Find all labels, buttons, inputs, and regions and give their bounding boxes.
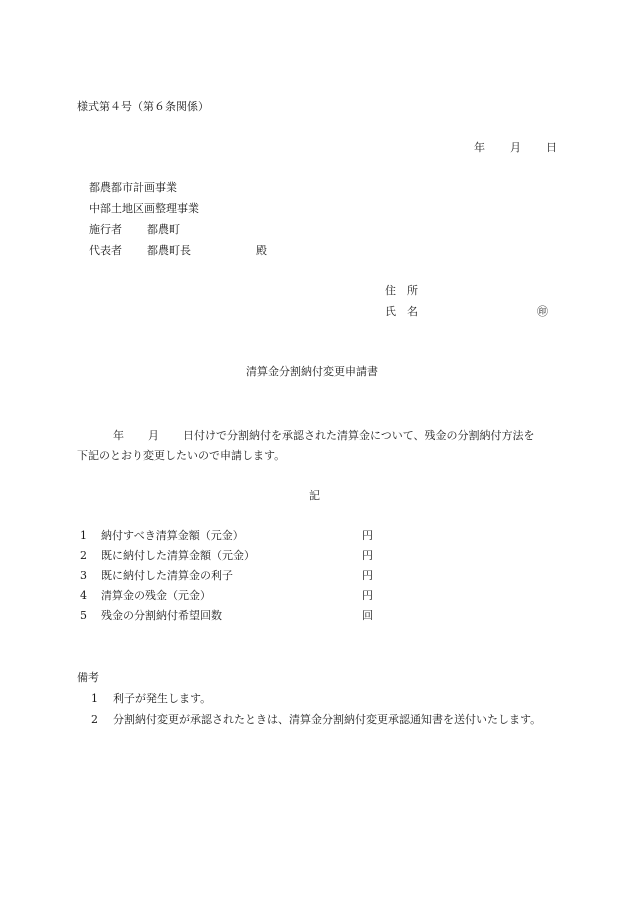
project-name-1: 都農都市計画事業 — [89, 181, 177, 194]
form-number: 様式第４号（第６条関係） — [77, 100, 209, 113]
remark-text: 利子が発生します。 — [113, 692, 212, 705]
document-title: 清算金分割納付変更申請書 — [246, 365, 378, 378]
item-label: 既に納付した清算金額（元金） — [101, 549, 255, 562]
remark-text: 分割納付変更が承認されたときは、清算金分割納付変更承認通知書を送付いたします。 — [113, 713, 542, 726]
body-line-1: 日付けで分割納付を承認された清算金について、残金の分割納付方法を — [183, 429, 535, 442]
representative-label: 代表者 — [89, 244, 122, 257]
executor-value: 都農町 — [147, 223, 180, 236]
body-line-2: 下記のとおり変更したいので申請します。 — [77, 449, 286, 462]
item-unit: 円 — [362, 589, 373, 602]
item-label: 納付すべき清算金額（元金） — [101, 529, 244, 542]
representative-value: 都農町長 — [147, 244, 191, 257]
item-label: 残金の分割納付希望回数 — [101, 609, 222, 622]
item-label: 既に納付した清算金の利子 — [101, 569, 233, 582]
remark-number: 2 — [91, 713, 98, 726]
date-month-label: 月 — [510, 141, 521, 154]
seal-mark: ㊞ — [537, 305, 548, 318]
item-unit: 回 — [362, 609, 373, 622]
item-number: 5 — [80, 609, 87, 622]
ki-heading: 記 — [309, 489, 320, 502]
executor-label: 施行者 — [89, 223, 122, 236]
item-unit: 円 — [362, 529, 373, 542]
remark-number: 1 — [91, 692, 98, 705]
item-number: 4 — [80, 589, 87, 602]
item-number: 1 — [80, 529, 87, 542]
item-unit: 円 — [362, 569, 373, 582]
date-day-label: 日 — [546, 141, 557, 154]
item-unit: 円 — [362, 549, 373, 562]
item-label: 清算金の残金（元金） — [101, 589, 211, 602]
item-number: 2 — [80, 549, 87, 562]
body-year-label: 年 — [113, 429, 124, 442]
address-label: 住 所 — [385, 284, 418, 297]
honorific: 殿 — [256, 244, 267, 257]
body-month-label: 月 — [148, 429, 159, 442]
project-name-2: 中部土地区画整理事業 — [89, 202, 199, 215]
item-number: 3 — [80, 569, 87, 582]
remarks-title: 備考 — [77, 671, 99, 684]
date-year-label: 年 — [474, 141, 485, 154]
name-label: 氏 名 — [385, 305, 418, 318]
